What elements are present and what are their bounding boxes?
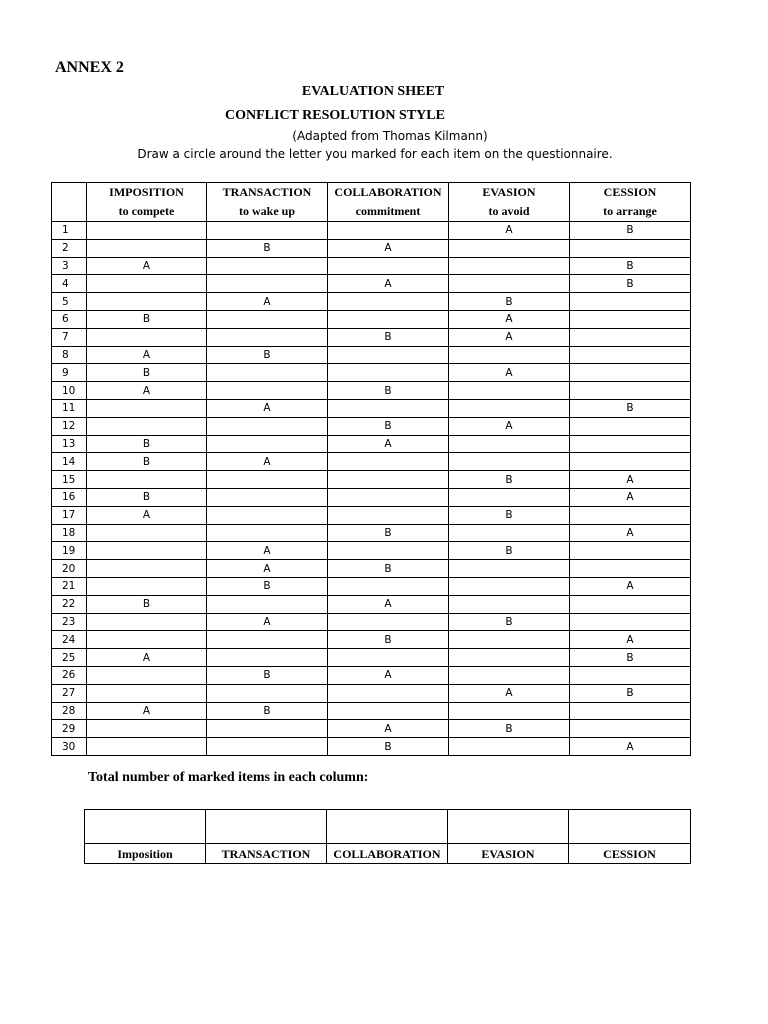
answer-cell[interactable]: A [328,275,449,293]
answer-cell[interactable]: A [207,399,328,417]
answer-cell[interactable]: A [87,702,207,720]
table-row [52,257,691,275]
answer-cell [207,257,328,275]
table-row [52,506,691,524]
column-header-label: EVASION [482,185,536,199]
answer-cell [207,524,328,542]
answer-cell[interactable]: A [570,471,691,489]
table-row [52,738,691,756]
total-cell-transaction[interactable] [206,810,327,844]
answer-cell [449,649,570,667]
column-header-label: COLLABORATION [334,185,442,199]
answer-cell [207,738,328,756]
answer-cell[interactable]: A [328,239,449,257]
answer-cell [449,738,570,756]
item-number-cell: 6 [52,310,87,328]
answer-cell [570,435,691,453]
answer-cell [87,239,207,257]
answer-cell [570,453,691,471]
answer-cell [87,399,207,417]
answer-cell [449,577,570,595]
item-number-cell: 14 [52,453,87,471]
answer-cell [87,738,207,756]
answer-cell [87,417,207,435]
totals-table [84,809,691,864]
answer-cell [328,310,449,328]
table-row [52,542,691,560]
answer-cell [570,542,691,560]
answer-cell[interactable]: B [328,560,449,578]
totals-entry-row [85,810,691,844]
table-row [52,382,691,400]
answer-cell [207,471,328,489]
answer-cell[interactable]: A [87,257,207,275]
item-number-cell: 26 [52,666,87,684]
column-header-sublabel: to compete [118,204,175,218]
answer-cell[interactable]: B [328,738,449,756]
table-row [52,310,691,328]
table-row [52,560,691,578]
page-subtitle: CONFLICT RESOLUTION STYLE [225,108,445,123]
answer-cell[interactable]: B [87,310,207,328]
answer-cell [328,613,449,631]
answer-cell [87,293,207,311]
answer-cell[interactable]: B [570,257,691,275]
answer-cell [87,560,207,578]
answer-cell[interactable]: B [87,595,207,613]
answer-cell[interactable]: A [570,738,691,756]
item-number-cell: 1 [52,222,87,240]
column-header-sublabel: to wake up [238,204,295,218]
answer-cell [87,542,207,560]
item-number-cell: 23 [52,613,87,631]
table-row [52,239,691,257]
answer-cell[interactable]: B [449,293,570,311]
answer-cell [328,471,449,489]
answer-cell[interactable]: B [570,275,691,293]
item-number-cell: 15 [52,471,87,489]
item-number-cell: 10 [52,382,87,400]
answer-cell[interactable]: B [87,488,207,506]
totals-label: Total number of marked items in each column: [88,770,369,785]
totals-column-label: Imposition [85,844,206,864]
answer-cell[interactable]: A [207,560,328,578]
table-row [52,595,691,613]
table-row [52,684,691,702]
item-number-cell: 4 [52,275,87,293]
answer-cell [328,577,449,595]
answer-cell [328,542,449,560]
answer-cell [207,488,328,506]
answer-cell [570,595,691,613]
evaluation-table-body [52,222,691,756]
answer-cell [328,364,449,382]
answer-cell[interactable]: B [87,435,207,453]
answer-cell[interactable]: B [207,702,328,720]
answer-cell [449,453,570,471]
answer-cell [449,702,570,720]
answer-cell[interactable]: B [570,399,691,417]
answer-cell[interactable]: A [328,720,449,738]
answer-cell [449,239,570,257]
column-header-sublabel: to arrange [603,204,657,218]
answer-cell[interactable]: A [449,417,570,435]
answer-cell[interactable]: A [87,382,207,400]
answer-cell [328,346,449,364]
answer-cell[interactable]: B [328,382,449,400]
answer-cell[interactable]: A [570,577,691,595]
answer-cell [207,684,328,702]
answer-cell[interactable]: B [449,506,570,524]
answer-cell [87,524,207,542]
answer-cell [570,239,691,257]
answer-cell [328,702,449,720]
total-cell-cession[interactable] [569,810,691,844]
answer-cell [449,257,570,275]
item-number-cell: 27 [52,684,87,702]
answer-cell[interactable]: A [87,506,207,524]
answer-cell[interactable]: B [570,684,691,702]
item-number-cell: 18 [52,524,87,542]
answer-cell [449,275,570,293]
answer-cell[interactable]: A [207,542,328,560]
answer-cell[interactable]: A [328,435,449,453]
column-header-transaction [207,183,328,222]
item-number-cell: 17 [52,506,87,524]
answer-cell [207,222,328,240]
answer-cell [207,506,328,524]
answer-cell [328,257,449,275]
answer-cell[interactable]: B [570,222,691,240]
answer-cell [570,293,691,311]
answer-cell [570,702,691,720]
answer-cell[interactable]: B [328,417,449,435]
answer-cell[interactable]: B [207,577,328,595]
table-row [52,720,691,738]
column-header-sublabel: to avoid [488,204,530,218]
table-row [52,488,691,506]
answer-cell [87,684,207,702]
table-row [52,453,691,471]
table-row [52,613,691,631]
table-row [52,649,691,667]
item-number-cell: 5 [52,293,87,311]
totals-column-label: COLLABORATION [327,844,448,864]
item-number-header [52,183,87,222]
item-number-cell: 12 [52,417,87,435]
item-number-cell: 25 [52,649,87,667]
answer-cell [449,488,570,506]
page-title: EVALUATION SHEET [301,84,445,99]
instruction-text: Draw a circle around the letter you marked for each item on the questionnaire. [137,147,613,161]
answer-cell [207,328,328,346]
table-header-row [52,183,691,222]
answer-cell [449,631,570,649]
answer-cell[interactable]: A [207,613,328,631]
answer-cell[interactable]: B [449,542,570,560]
answer-cell [87,720,207,738]
answer-cell[interactable]: A [328,595,449,613]
answer-cell [328,684,449,702]
answer-cell[interactable]: A [328,666,449,684]
item-number-cell: 19 [52,542,87,560]
answer-cell [570,328,691,346]
answer-cell[interactable]: B [449,613,570,631]
answer-cell [328,293,449,311]
column-header-label: CESSION [603,185,657,199]
column-header-sublabel: commitment [355,204,421,218]
total-cell-evasion[interactable] [448,810,569,844]
answer-cell[interactable]: A [570,631,691,649]
column-header-imposition [87,183,207,222]
answer-cell [207,275,328,293]
column-header-evasion [449,183,570,222]
table-row [52,631,691,649]
answer-cell [328,222,449,240]
answer-cell [87,631,207,649]
answer-cell [449,382,570,400]
answer-cell [570,560,691,578]
item-number-cell: 11 [52,399,87,417]
evaluation-table [51,182,691,756]
table-row [52,435,691,453]
item-number-cell: 7 [52,328,87,346]
answer-cell [87,275,207,293]
answer-cell [570,364,691,382]
table-row [52,524,691,542]
answer-cell[interactable]: A [449,328,570,346]
table-row [52,399,691,417]
answer-cell[interactable]: A [449,684,570,702]
table-row [52,222,691,240]
answer-cell[interactable]: B [449,720,570,738]
answer-cell[interactable]: B [570,649,691,667]
answer-cell [87,328,207,346]
column-header-collaboration [328,183,449,222]
answer-cell[interactable]: B [87,364,207,382]
answer-cell[interactable]: B [449,471,570,489]
answer-cell [207,631,328,649]
item-number-cell: 28 [52,702,87,720]
answer-cell[interactable]: A [449,364,570,382]
source-note: (Adapted from Thomas Kilmann) [292,129,488,143]
answer-cell [570,613,691,631]
answer-cell [449,560,570,578]
answer-cell [570,310,691,328]
answer-cell [570,346,691,364]
table-row [52,666,691,684]
item-number-cell: 21 [52,577,87,595]
column-header-label: TRANSACTION [222,185,312,199]
answer-cell [87,471,207,489]
answer-cell[interactable]: B [328,524,449,542]
answer-cell[interactable]: A [449,222,570,240]
answer-cell[interactable]: A [570,488,691,506]
answer-cell[interactable]: B [328,631,449,649]
answer-cell [207,417,328,435]
answer-cell[interactable]: A [207,293,328,311]
answer-cell [87,613,207,631]
answer-cell [207,382,328,400]
item-number-cell: 20 [52,560,87,578]
answer-cell [449,595,570,613]
table-row [52,346,691,364]
answer-cell [570,666,691,684]
answer-cell [87,222,207,240]
table-row [52,471,691,489]
item-number-cell: 29 [52,720,87,738]
answer-cell [207,649,328,667]
table-row [52,417,691,435]
answer-cell[interactable]: B [87,453,207,471]
answer-cell[interactable]: B [207,239,328,257]
answer-cell[interactable]: A [570,524,691,542]
item-number-cell: 2 [52,239,87,257]
item-number-cell: 22 [52,595,87,613]
answer-cell [570,417,691,435]
item-number-cell: 3 [52,257,87,275]
answer-cell [328,488,449,506]
answer-cell [449,435,570,453]
totals-label-row [85,844,691,864]
answer-cell[interactable]: A [87,649,207,667]
table-row [52,275,691,293]
total-cell-imposition[interactable] [85,810,206,844]
answer-cell [207,364,328,382]
answer-cell [207,310,328,328]
table-row [52,328,691,346]
answer-cell [328,453,449,471]
answer-cell [449,524,570,542]
answer-cell[interactable]: B [207,346,328,364]
answer-cell [449,399,570,417]
item-number-cell: 8 [52,346,87,364]
item-number-cell: 16 [52,488,87,506]
table-row [52,702,691,720]
totals-column-label: CESSION [569,844,691,864]
answer-cell[interactable]: A [87,346,207,364]
item-number-cell: 30 [52,738,87,756]
answer-cell [570,506,691,524]
answer-cell [570,720,691,738]
answer-cell [207,595,328,613]
item-number-cell: 13 [52,435,87,453]
answer-cell [328,649,449,667]
answer-cell [328,506,449,524]
answer-cell[interactable]: B [328,328,449,346]
answer-cell[interactable]: A [449,310,570,328]
answer-cell [207,435,328,453]
item-number-cell: 9 [52,364,87,382]
column-header-cession [570,183,691,222]
totals-column-label: EVASION [448,844,569,864]
total-cell-collaboration[interactable] [327,810,448,844]
table-row [52,364,691,382]
answer-cell [570,382,691,400]
answer-cell[interactable]: A [207,453,328,471]
answer-cell [87,666,207,684]
answer-cell [328,399,449,417]
item-number-cell: 24 [52,631,87,649]
table-row [52,577,691,595]
answer-cell [449,346,570,364]
totals-column-label: TRANSACTION [206,844,327,864]
answer-cell[interactable]: B [207,666,328,684]
answer-cell [87,577,207,595]
column-header-label: IMPOSITION [109,185,184,199]
table-row [52,293,691,311]
answer-cell [449,666,570,684]
answer-cell [207,720,328,738]
annex-label: ANNEX 2 [55,59,124,76]
